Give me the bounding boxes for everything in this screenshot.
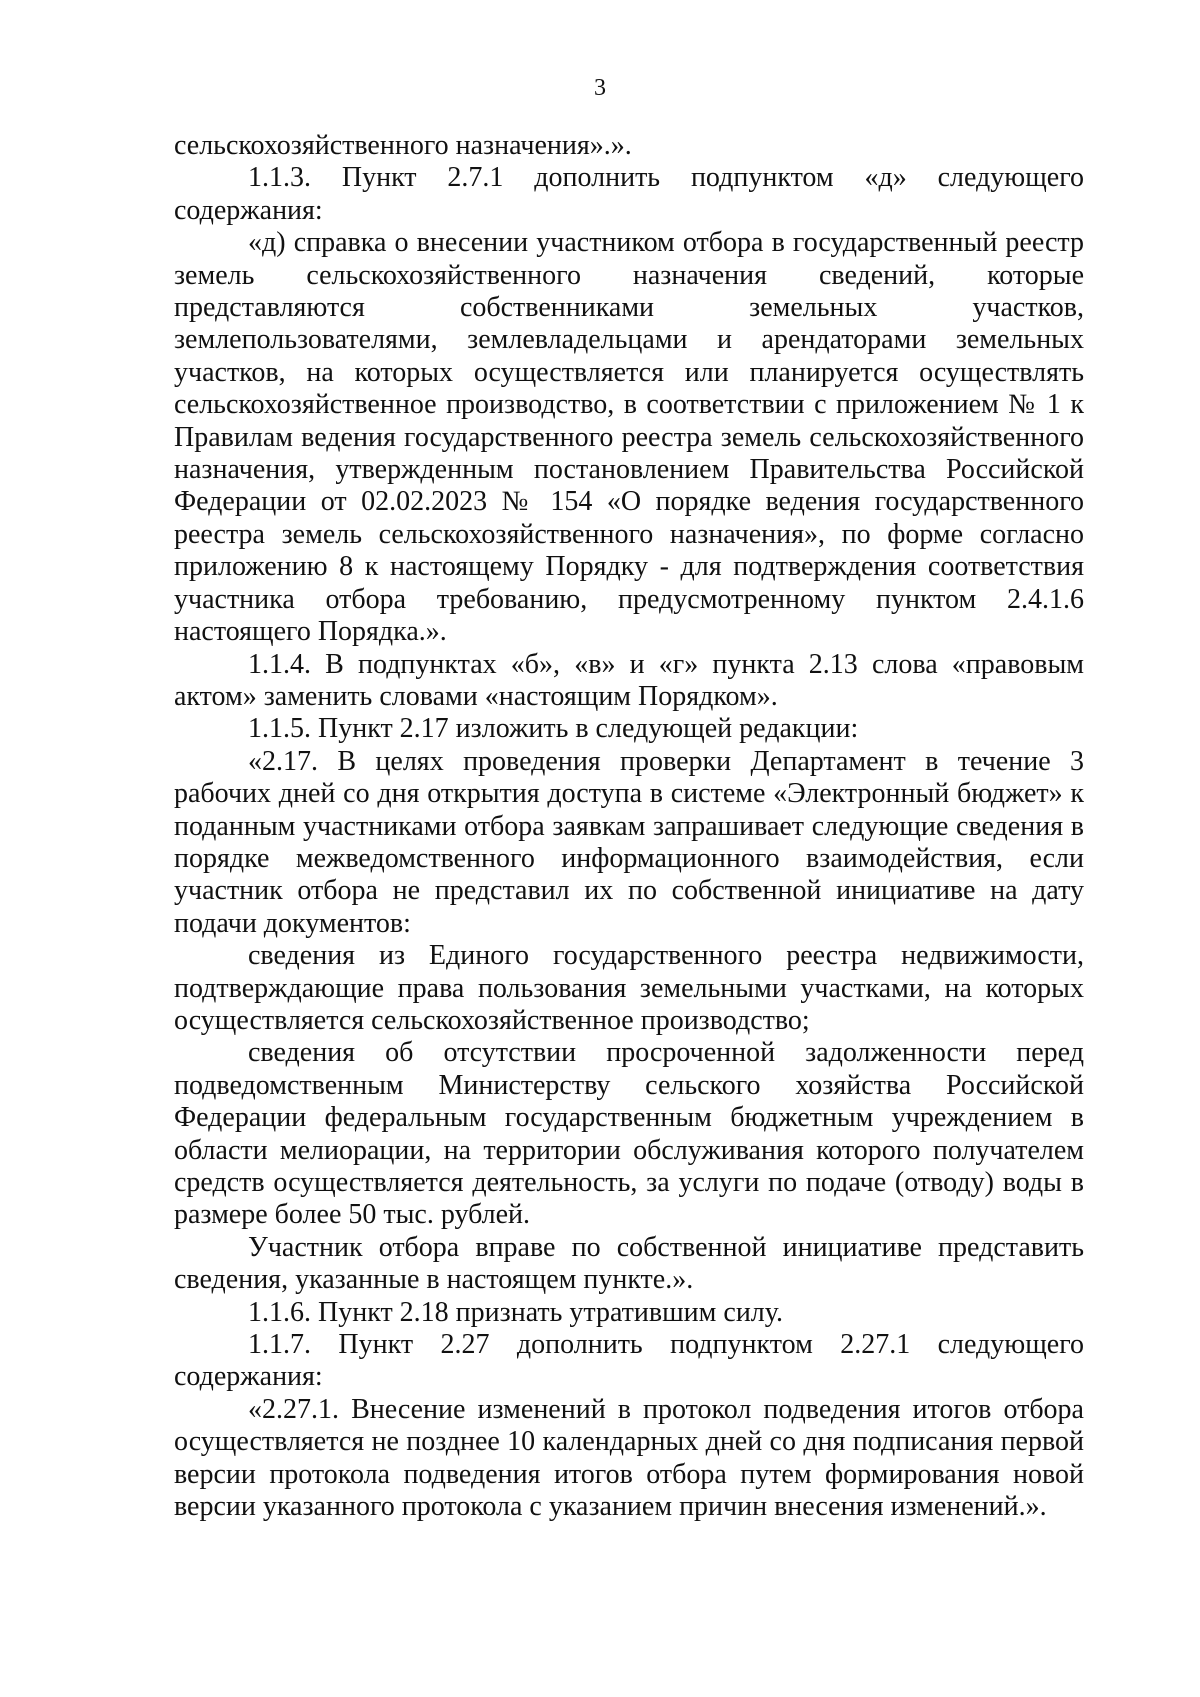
paragraph-subitem-d: «д) справка о внесении участником отбора в государственный реестр земель сельскохозяйственного назначения сведений, которые представляются собственниками земельных участков, землепользователями, землевладельцами и арендаторами земельных участков, на которых осуществляется или планируется осуществлять сельскохозяйственное производство, в соответствии с приложением № 1 к Правилам ведения государственного реестра земель сельскохозяйственного назначения, утвержденным постановлением Правительства Российской Федерации от 02.02.2023 № 154 «О порядке ведения государственного реестра земель сельскохозяйственного назначения», по форме согласно приложению 8 к настоящему Порядку - для подтверждения соответствия участника отбора требованию, предусмотренному пунктом 2.4.1.6 настоящего Порядка.».: [174, 227, 1084, 648]
paragraph-egrn-info: сведения из Единого государственного реестра недвижимости, подтверждающие права пользования земельными участками, на которых осуществляется сельскохозяйственное производство;: [174, 940, 1084, 1036]
paragraph-2-27-1: «2.27.1. Внесение изменений в протокол подведения итогов отбора осуществляется не позднее 10 календарных дней со дня подписания первой версии протокола подведения итогов отбора путем формирования новой версии указанного протокола с указанием причин внесения изменений.».: [174, 1393, 1084, 1523]
paragraph-1-1-7: 1.1.7. Пункт 2.27 дополнить подпунктом 2.27.1 следующего содержания:: [174, 1329, 1084, 1393]
paragraph-participant-right: Участник отбора вправе по собственной инициативе представить сведения, указанные в настоящем пункте.».: [174, 1231, 1084, 1296]
document-body: [174, 130, 1084, 1523]
page-number: 3: [594, 75, 606, 101]
paragraph-1-1-4: 1.1.4. В подпунктах «б», «в» и «г» пункта 2.13 слова «правовым актом» заменить словами «настоящим Порядком».: [174, 648, 1084, 712]
paragraph-1-1-6: 1.1.6. Пункт 2.18 признать утратившим силу.: [248, 1296, 783, 1328]
paragraph-2-17: «2.17. В целях проведения проверки Департамент в течение 3 рабочих дней со дня открытия доступа в системе «Электронный бюджет» к поданным участниками отбора заявкам запрашивает следующие сведения в порядке межведомственного информационного взаимодействия, если участник отбора не представил их по собственной инициативе на дату подачи документов:: [174, 745, 1084, 939]
paragraph-continuation: сельскохозяйственного назначения».».: [174, 130, 632, 161]
paragraph-1-1-5: 1.1.5. Пункт 2.17 изложить в следующей редакции:: [248, 713, 859, 745]
paragraph-debt-info: сведения об отсутствии просроченной задолженности перед подведомственным Министерству сельского хозяйства Российской Федерации федеральным государственным бюджетным учреждением в области мелиорации, на территории обслуживания которого получателем средств осуществляется деятельность, за услуги по подаче (отводу) воды в размере более 50 тыс. рублей.: [174, 1037, 1084, 1231]
paragraph-1-1-3: 1.1.3. Пункт 2.7.1 дополнить подпунктом «д» следующего содержания:: [174, 162, 1084, 226]
